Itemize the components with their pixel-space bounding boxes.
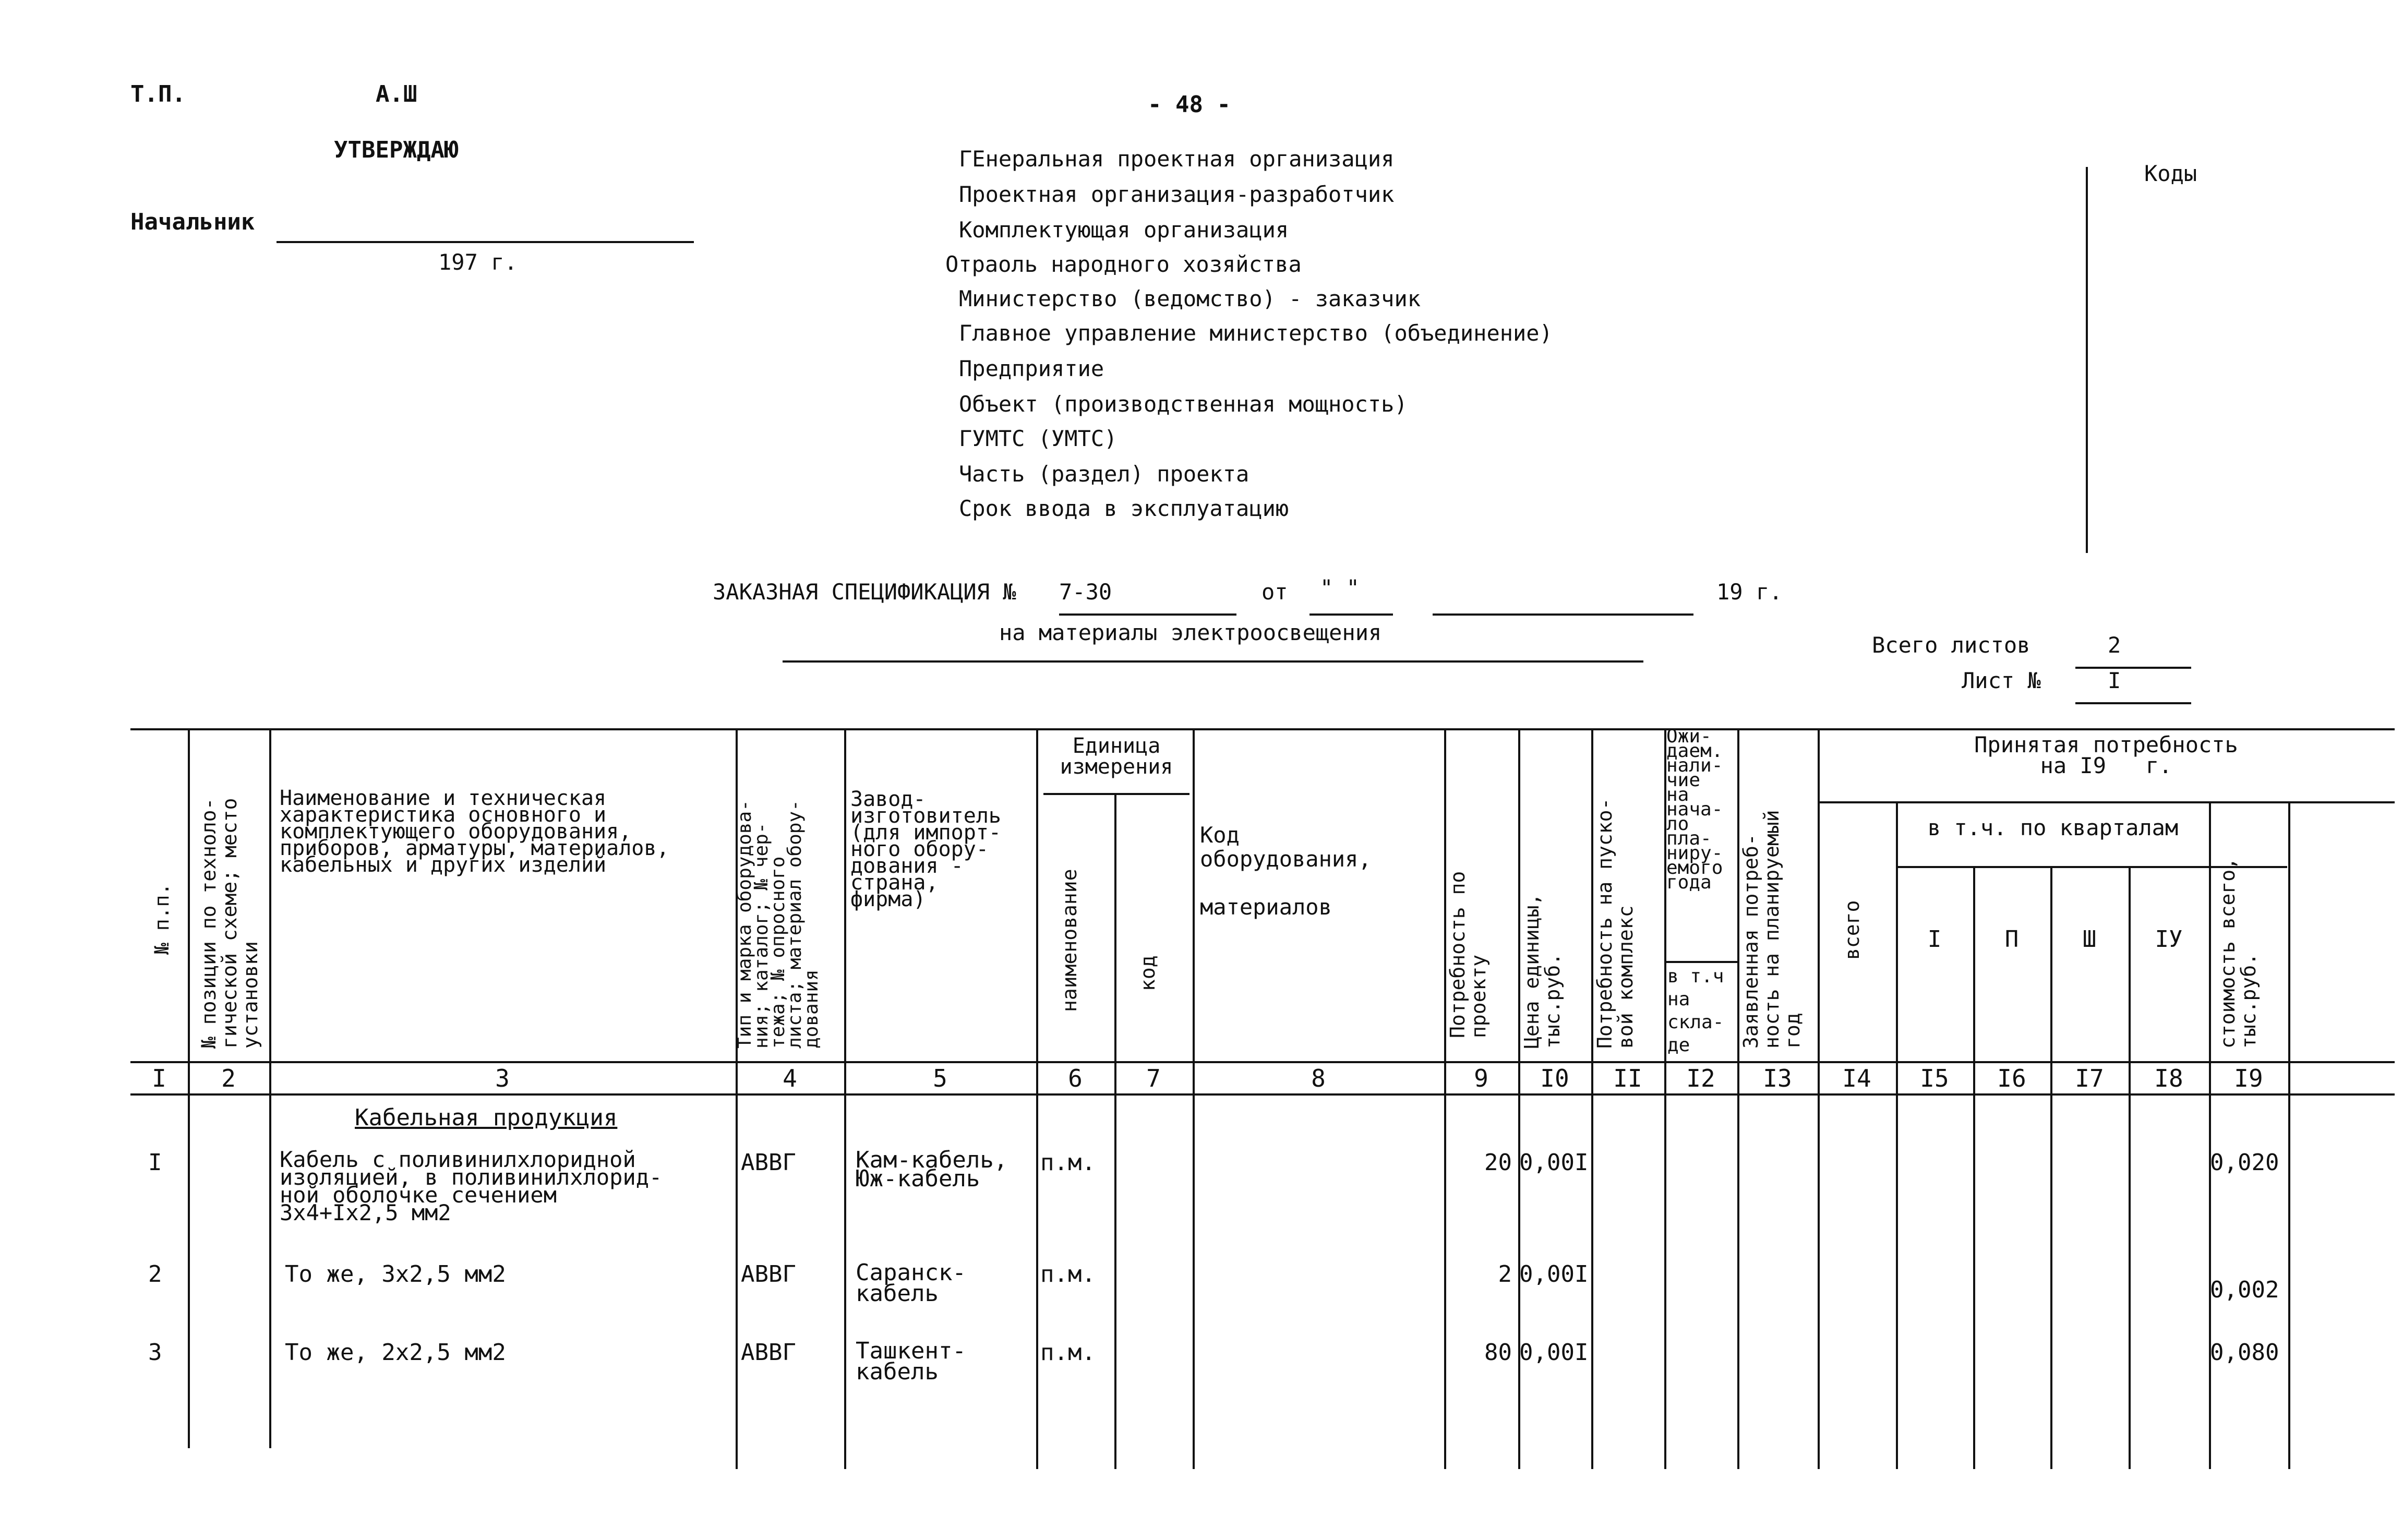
colnum: 5 — [933, 1064, 947, 1092]
row-cost: 0,080 — [2210, 1339, 2279, 1366]
org-line: Объект (производственная мощность) — [959, 391, 1408, 417]
spec-title: ЗАКАЗНАЯ СПЕЦИФИКАЦИЯ № — [713, 579, 1016, 605]
header-in-stock: в т.ч на скла- де — [1667, 966, 1724, 1056]
header-declared: Заявленная потреб- ность на планируемый год — [1739, 810, 1804, 1049]
colnum-bottom-line — [130, 1093, 2395, 1096]
colnum: I0 — [1540, 1064, 1569, 1092]
colnum: II — [1613, 1064, 1642, 1092]
row-qty: 80 — [1484, 1339, 1512, 1366]
colnum: 8 — [1311, 1064, 1326, 1092]
table-top-line — [130, 728, 2395, 730]
approve-label: УТВЕРЖДАЮ — [334, 137, 459, 163]
header-qty: Потребность по проекту — [1446, 871, 1490, 1038]
row-unit: п.м. — [1040, 1261, 1096, 1288]
row-price: 0,00I — [1519, 1339, 1589, 1366]
header-unit-name: наименование — [1058, 869, 1081, 1012]
spec-subtitle: на материалы электроосвещения — [999, 620, 1382, 645]
colnum: I9 — [2234, 1064, 2263, 1092]
header-maker: Завод- изготовитель (для импорт- ного обору- дования - страна, фирма) — [850, 787, 1001, 911]
row-name: То же, 3х2,5 мм2 — [285, 1261, 506, 1288]
header-quarters: в т.ч. по кварталам — [1927, 815, 2179, 840]
header-expected: Ожи- даем. нали- чие на нача- ло пла- ниру- емого года — [1666, 726, 1723, 893]
col-line — [1818, 728, 1820, 1469]
header-startup: Потребность на пуско- вой комплекс — [1593, 798, 1637, 1049]
row-qty: 20 — [1484, 1149, 1512, 1176]
org-line: Срок ввода в эксплуатацию — [959, 496, 1289, 521]
row-unit: п.м. — [1040, 1149, 1096, 1176]
row-name: То же, 2х2,5 мм2 — [285, 1339, 506, 1366]
unit-header-line — [1043, 793, 1190, 795]
spec-day-line — [1309, 613, 1393, 616]
doc-code: А.Ш — [376, 81, 417, 107]
col-line — [1193, 728, 1195, 1469]
header-unit: Единица измерения — [1060, 734, 1173, 779]
col12-split-line — [1664, 961, 1737, 963]
header-type: Тип и марка оборудова- ния; каталог; № чер- тежа; № опросного листа; материал обору- дования — [734, 800, 822, 1049]
header-q2: П — [2004, 926, 2019, 953]
org-line: Проектная организация-разработчик — [959, 182, 1395, 207]
approve-year: 197 г. — [438, 249, 518, 275]
row-cost: 0,002 — [2210, 1277, 2279, 1303]
row-number: I — [148, 1149, 162, 1176]
row-type: АВВГ — [741, 1149, 796, 1176]
total-sheets: 2 — [2108, 632, 2121, 658]
header-name: Наименование и техническая характеристика основного и комплектующего оборудования, приборов, арматуры, материалов, кабельных и других изделий — [280, 786, 669, 877]
signature-line — [277, 241, 694, 243]
header-position: № позиции по техноло- гической схеме; место установки — [197, 798, 262, 1049]
codes-divider — [2086, 167, 2088, 553]
colnum: I6 — [1997, 1064, 2026, 1092]
header-q1: I — [1927, 926, 1942, 953]
spec-number: 7-30 — [1059, 579, 1112, 605]
org-line: Отраоль народного хозяйства — [945, 251, 1302, 277]
spec-quote: " " — [1320, 575, 1360, 600]
row-maker: Саранск- кабель — [856, 1259, 966, 1307]
colnum: 7 — [1146, 1064, 1161, 1092]
row-cost: 0,020 — [2210, 1149, 2279, 1176]
header-n: № п.п. — [150, 883, 173, 955]
total-sheets-label: Всего листов — [1872, 632, 2030, 658]
row-number: 3 — [148, 1339, 162, 1366]
header-q4: IУ — [2155, 926, 2183, 953]
spec-date-line — [1433, 613, 1693, 616]
colnum: I3 — [1763, 1064, 1792, 1092]
header-accepted: Принятая потребность на I9 г. — [1974, 732, 2238, 778]
section-title: Кабельная продукция — [355, 1104, 618, 1131]
org-line: Главное управление министерство (объединение) — [959, 320, 1553, 346]
total-sheets-line — [2075, 667, 2191, 669]
spec-number-line — [1059, 613, 1236, 616]
row-price: 0,00I — [1519, 1149, 1589, 1176]
row-qty: 2 — [1498, 1261, 1512, 1288]
col-line — [2209, 801, 2211, 1469]
org-line: Комплектующая организация — [959, 217, 1289, 243]
colnum: 3 — [495, 1064, 510, 1092]
colnum: 2 — [221, 1064, 236, 1092]
header-total: всего — [1841, 900, 1864, 960]
colnum: I8 — [2154, 1064, 2183, 1092]
row-type: АВВГ — [741, 1261, 796, 1288]
col-line — [1114, 793, 1116, 1469]
colnum: 4 — [783, 1064, 797, 1092]
row-name: Кабель с поливинилхлоридной изоляцией, в поливинилхлорид- ной оболочке сечением 3х4+Iх2,5 мм2 — [280, 1147, 663, 1225]
col-line — [2050, 866, 2052, 1469]
colnum: I5 — [1920, 1064, 1949, 1092]
col-line — [844, 728, 846, 1469]
row-unit: п.м. — [1040, 1339, 1096, 1366]
header-unit-code: код — [1136, 955, 1159, 991]
colnum: 9 — [1474, 1064, 1488, 1092]
spec-year: 19 г. — [1716, 579, 1783, 605]
col-line — [1036, 728, 1038, 1469]
chief-label: Начальник — [130, 209, 255, 235]
colnum: I — [152, 1064, 166, 1092]
sheet-line — [2075, 702, 2191, 704]
doc-tp: Т.П. — [130, 81, 186, 107]
row-price: 0,00I — [1519, 1261, 1589, 1288]
org-line: ГЕнеральная проектная организация — [959, 146, 1395, 172]
org-line: Предприятие — [959, 356, 1104, 381]
colnum: I7 — [2075, 1064, 2104, 1092]
spec-from: от — [1261, 579, 1288, 605]
col-line — [1973, 866, 1975, 1469]
org-line: ГУМТС (УМТС) — [959, 426, 1118, 451]
row-maker: Ташкент- кабель — [856, 1338, 966, 1385]
col-line — [1896, 801, 1898, 1469]
subtitle-line — [783, 660, 1643, 663]
row-number: 2 — [148, 1261, 162, 1288]
sheet-number: I — [2108, 668, 2121, 693]
colnum: I4 — [1842, 1064, 1871, 1092]
header-price: Цена единицы, тыс.руб. — [1520, 893, 1564, 1049]
codes-label: Коды — [2144, 161, 2197, 186]
col-line — [2288, 801, 2290, 1469]
colnum: 6 — [1068, 1064, 1083, 1092]
row-type: АВВГ — [741, 1339, 796, 1366]
col-line — [2129, 866, 2131, 1469]
header-code: Код оборудования, материалов — [1200, 822, 1372, 920]
colnum: I2 — [1686, 1064, 1715, 1092]
page-number: - 48 - — [1148, 91, 1231, 118]
sheet-label: Лист № — [1962, 668, 2041, 693]
org-line: Часть (раздел) проекта — [959, 461, 1249, 487]
row-maker: Кам-кабель, Юж-кабель — [856, 1147, 1008, 1192]
header-q3: Ш — [2082, 926, 2097, 953]
header-bottom-line — [130, 1061, 2395, 1063]
org-line: Министерство (ведомство) - заказчик — [959, 286, 1421, 311]
accept-header-line — [1818, 801, 2395, 803]
header-cost: стоимость всего, тыс.руб. — [2216, 857, 2260, 1049]
